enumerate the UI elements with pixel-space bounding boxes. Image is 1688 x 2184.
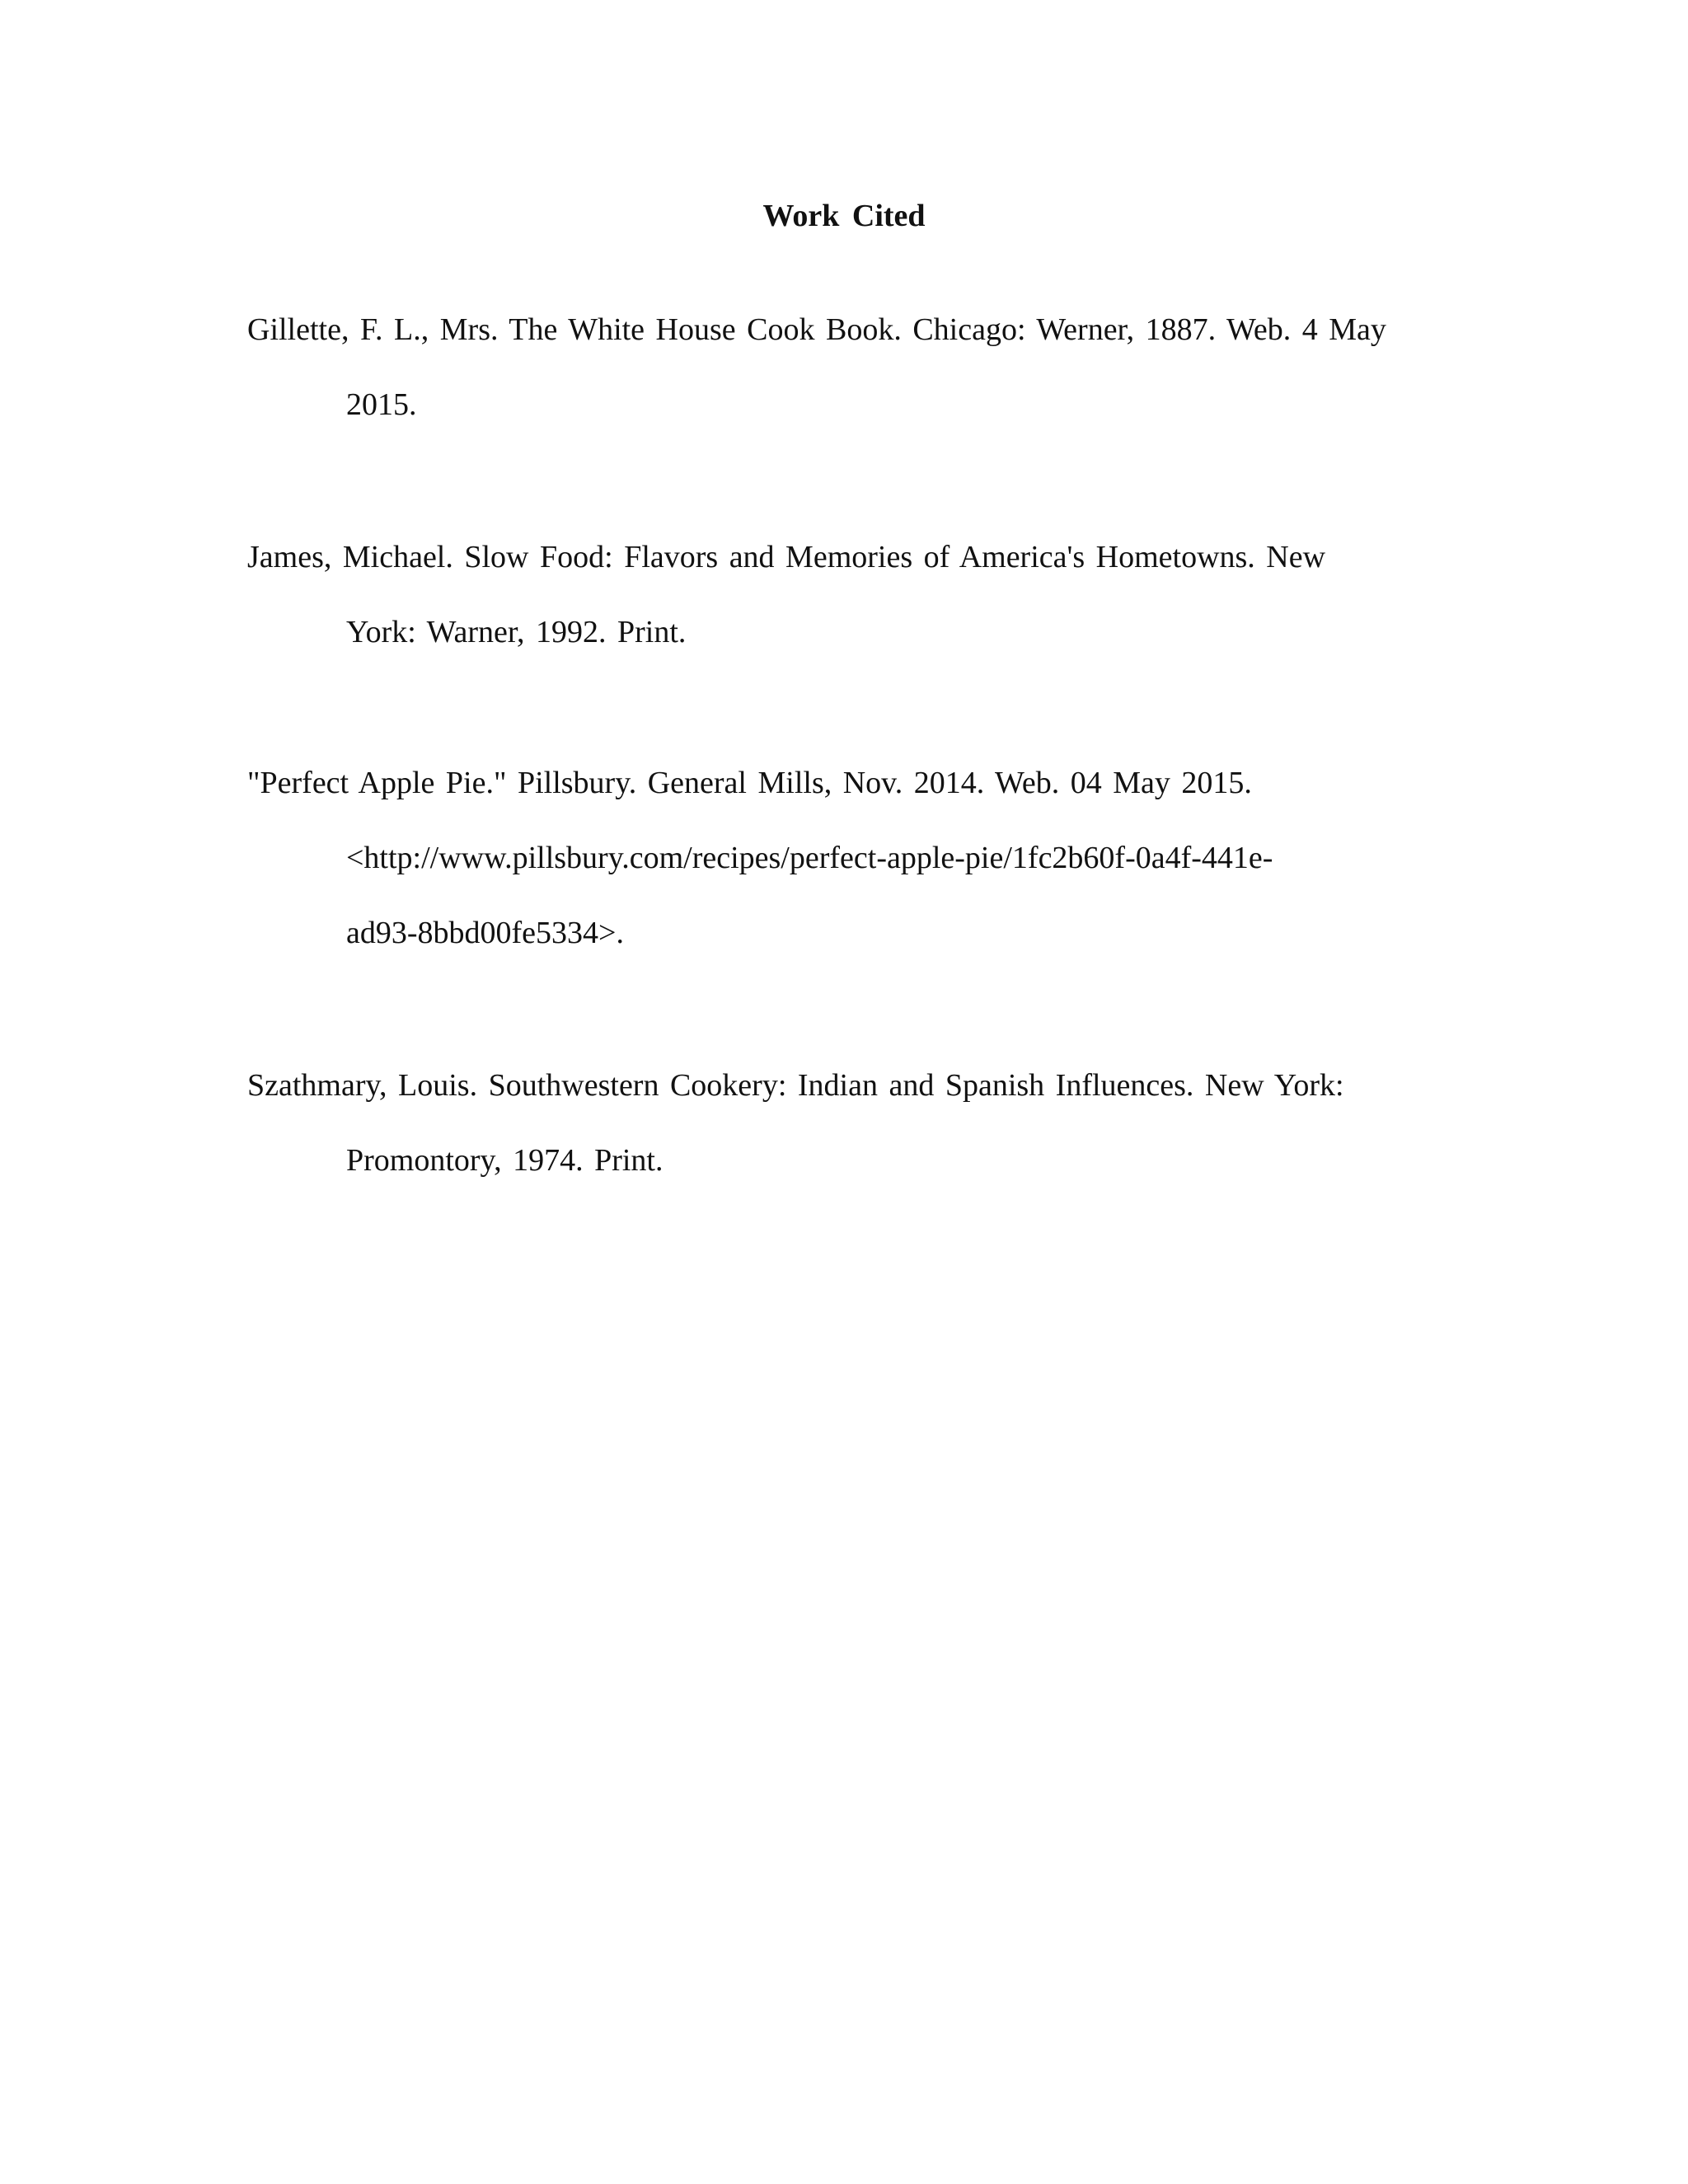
citation-line: Szathmary, Louis. Southwestern Cookery: Indian and Spanish Influences. New York: [247,1068,1344,1103]
page-title: Work Cited [762,199,926,233]
citation-line-continued: Promontory, 1974. Print. [346,1143,663,1178]
citation-line: Gillette, F. L., Mrs. The White House Cook Book. Chicago: Werner, 1887. Web. 4 May [247,312,1386,347]
citation-line: "Perfect Apple Pie." Pillsbury. General Mills, Nov. 2014. Web. 04 May 2015. [247,766,1252,800]
citation-url-line: ad93-8bbd00fe5334>. [346,916,624,950]
citation-line: James, Michael. Slow Food: Flavors and Memories of America's Hometowns. New [247,540,1326,574]
citation-line-continued: York: Warner, 1992. Print. [346,615,687,649]
citation-line-continued: 2015. [346,387,417,422]
citation-url-line: <http://www.pillsbury.com/recipes/perfect-apple-pie/1fc2b60f-0a4f-441e- [346,841,1273,875]
